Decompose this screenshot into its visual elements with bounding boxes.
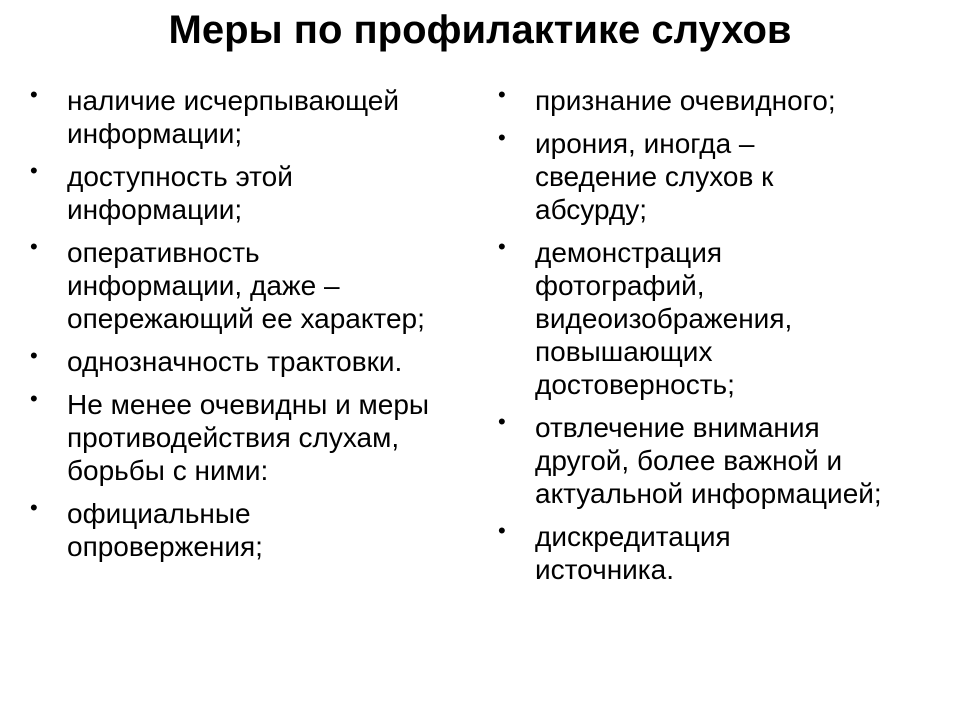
left-list-item-3 xyxy=(30,236,437,335)
list-item-text: официальные опровержения; xyxy=(67,498,263,562)
right-list-item-3 xyxy=(498,236,865,401)
left-list-item-5 xyxy=(30,388,437,487)
list-item-text: однозначность трактовки. xyxy=(67,346,403,377)
list-item-text: признание очевидного; xyxy=(535,85,836,116)
left-list-item-2 xyxy=(30,160,367,226)
bullet-icon: • xyxy=(498,409,506,434)
left-list-item-6 xyxy=(30,497,347,563)
right-bullet-list xyxy=(498,84,898,596)
bullet-icon: • xyxy=(498,82,506,107)
list-item-text: ирония, иногда – сведение слухов к абсурду; xyxy=(535,128,774,225)
list-item-text: Не менее очевидны и меры противодействия слухам, борьбы с ними: xyxy=(67,389,430,486)
right-list-item-2 xyxy=(498,127,835,226)
list-item-text: доступность этой информации; xyxy=(67,161,293,225)
list-item-text: дискредитация источника. xyxy=(535,521,731,585)
bullet-icon: • xyxy=(498,234,506,259)
slide-title: Меры по профилактике слухов xyxy=(168,8,792,52)
list-item-text: отвлечение внимания другой, более важной и актуальной информацией; xyxy=(535,412,882,509)
left-bullet-list xyxy=(30,84,460,573)
bullet-icon: • xyxy=(30,234,38,259)
left-list-item-1 xyxy=(30,84,437,150)
bullet-icon: • xyxy=(30,82,38,107)
right-list-item-4 xyxy=(498,411,905,510)
list-item-text: демонстрация фотографий, видеоизображения, повышающих достоверность; xyxy=(535,237,793,400)
bullet-icon: • xyxy=(30,343,38,368)
left-list-item-4 xyxy=(30,345,487,378)
list-item-text: наличие исчерпывающей информации; xyxy=(67,85,400,149)
right-list-item-1 xyxy=(498,84,905,117)
bullet-icon: • xyxy=(498,518,506,543)
bullet-icon: • xyxy=(498,125,506,150)
list-item-text: оперативность информации, даже – опережающий ее характер; xyxy=(67,237,425,334)
bullet-icon: • xyxy=(30,495,38,520)
right-list-item-5 xyxy=(498,520,835,586)
bullet-icon: • xyxy=(30,158,38,183)
bullet-icon: • xyxy=(30,386,38,411)
